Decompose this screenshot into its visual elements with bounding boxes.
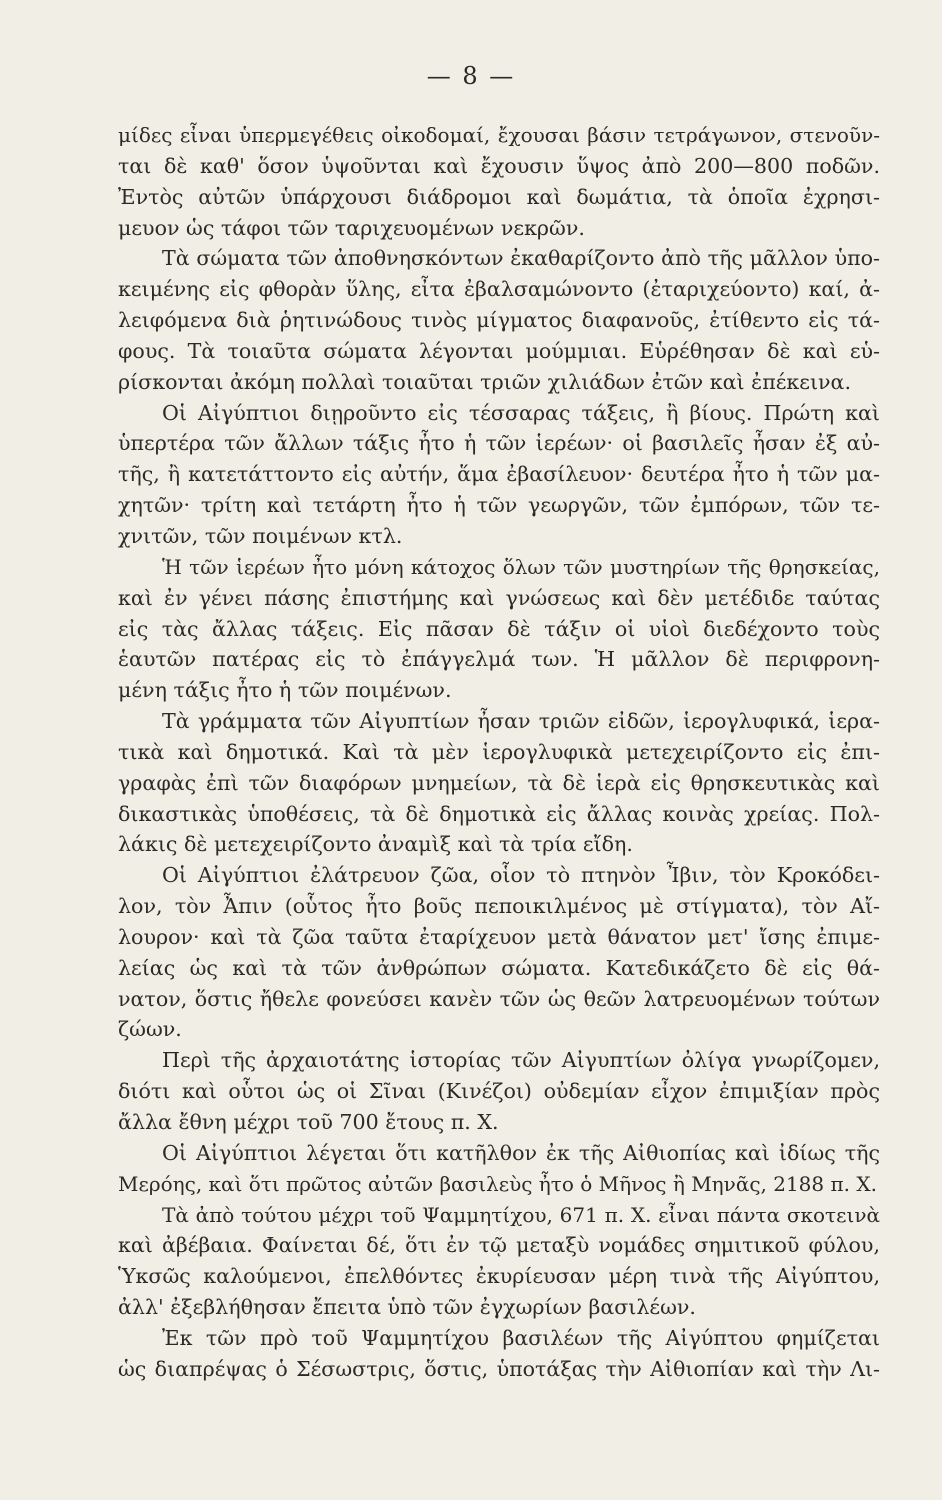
text-line: Ἐκ τῶν πρὸ τοῦ Ψαμμητίχου βασιλέων τῆς Αἰγύπτου φημίζεται bbox=[162, 1325, 880, 1350]
text-line: λουρον· καὶ τὰ ζῶα ταῦτα ἐταρίχευον μετὰ θάνατον μετ' ἴσης ἐπιμε- bbox=[118, 924, 880, 949]
text-line: ζώων. bbox=[118, 1017, 182, 1042]
text-line: νατον, ὅστις ἤθελε φονεύσει κανὲν τῶν ὡς θεῶν λατρευομένων τούτων bbox=[118, 986, 880, 1011]
text-line: Τὰ σώματα τῶν ἀποθνησκόντων ἐκαθαρίζοντο ἀπὸ τῆς μᾶλλον ὑπο- bbox=[162, 246, 880, 271]
text-line: ἀλλ' ἐξεβλήθησαν ἔπειτα ὑπὸ τῶν ἐγχωρίων βασιλέων. bbox=[118, 1295, 696, 1320]
text-line: ὡς διαπρέψας ὁ Σέσωστρις, ὅστις, ὑποτάξας τὴν Αἰθιοπίαν καὶ τὴν Λι- bbox=[118, 1356, 880, 1381]
text-line: μευον ὡς τάφοι τῶν ταριχευομένων νεκρῶν. bbox=[118, 215, 585, 240]
text-line: λείας ὡς καὶ τὰ τῶν ἀνθρώπων σώματα. Κατεδικάζετο δὲ εἰς θά- bbox=[118, 955, 880, 980]
text-line: χνιτῶν, τῶν ποιμένων κτλ. bbox=[118, 523, 403, 548]
text-line: Οἱ Αἰγύπτιοι ἐλάτρευον ζῶα, οἷον τὸ πτηνὸν Ἶβιν, τὸν Κροκόδει- bbox=[162, 863, 880, 888]
text-line: ὑπερτέρα τῶν ἄλλων τάξις ἦτο ἡ τῶν ἱερέων· οἱ βασιλεῖς ἦσαν ἐξ αὐ- bbox=[118, 431, 880, 456]
text-line: Περὶ τῆς ἀρχαιοτάτης ἱστορίας τῶν Αἰγυπτίων ὀλίγα γνωρίζομεν, bbox=[162, 1048, 880, 1073]
text-line: χητῶν· τρίτη καὶ τετάρτη ἦτο ἡ τῶν γεωργῶν, τῶν ἐμπόρων, τῶν τε- bbox=[118, 493, 880, 518]
page-number: — 8 — bbox=[426, 62, 516, 90]
text-line: μίδες εἶναι ὑπερμεγέθεις οἰκοδομαί, ἔχουσαι βάσιν τετράγωνον, στενοῦν- bbox=[118, 123, 880, 147]
text-line: ἑαυτῶν πατέρας εἰς τὸ ἐπάγγελμά των. Ἡ μᾶλλον δὲ περιφρονη- bbox=[118, 647, 880, 672]
text-line: τικὰ καὶ δημοτικά. Καὶ τὰ μὲν ἱερογλυφικὰ μετεχειρίζοντο εἰς ἐπι- bbox=[118, 739, 880, 764]
text-line: Ἡ τῶν ἱερέων ἦτο μόνη κάτοχος ὅλων τῶν μυστηρίων τῆς θρησκείας, bbox=[162, 554, 880, 579]
text-line: φους. Τὰ τοιαῦτα σώματα λέγονται μούμμιαι. Εὑρέθησαν δὲ καὶ εὑ- bbox=[118, 338, 880, 363]
text-line: κειμένης εἰς φθορὰν ὕλης, εἶτα ἐβαλσαμώνοντο (ἐταριχεύοντο) καί, ἀ- bbox=[118, 277, 880, 302]
text-line: δικαστικὰς ὑποθέσεις, τὰ δὲ δημοτικὰ εἰς ἄλλας κοινὰς χρείας. Πολ- bbox=[118, 801, 880, 826]
text-line: λειφόμενα διὰ ῥητινώδους τινὸς μίγματος διαφανοῦς, ἐτίθεντο εἰς τά- bbox=[118, 308, 880, 333]
text-line: γραφὰς ἐπὶ τῶν διαφόρων μνημείων, τὰ δὲ ἱερὰ εἰς θρησκευτικὰς καὶ bbox=[118, 770, 880, 795]
text-line: καὶ ἐν γένει πάσης ἐπιστήμης καὶ γνώσεως καὶ δὲν μετέδιδε ταύτας bbox=[118, 585, 880, 610]
text-line: διότι καὶ οὗτοι ὡς οἱ Σῖναι (Κινέζοι) οὐδεμίαν εἶχον ἐπιμιξίαν πρὸς bbox=[118, 1079, 880, 1104]
text-line: Τὰ ἀπὸ τούτου μέχρι τοῦ Ψαμμητίχου, 671 π. Χ. εἶναι πάντα σκοτεινὰ bbox=[162, 1202, 880, 1227]
text-line: ἄλλα ἔθνη μέχρι τοῦ 700 ἔτους π. Χ. bbox=[118, 1110, 499, 1134]
text-line: ρίσκονται ἀκόμη πολλαὶ τοιαῦται τριῶν χιλιάδων ἐτῶν καὶ ἐπέκεινα. bbox=[118, 369, 851, 394]
text-line: Ἐντὸς αὐτῶν ὑπάρχουσι διάδρομοι καὶ δωμάτια, τὰ ὁποῖα ἐχρησι- bbox=[118, 184, 880, 209]
text-line: Οἱ Αἰγύπτιοι λέγεται ὅτι κατῆλθον ἐκ τῆς Αἰθιοπίας καὶ ἰδίως τῆς bbox=[162, 1140, 880, 1165]
text-line: καὶ ἀβέβαια. Φαίνεται δέ, ὅτι ἐν τῷ μεταξὺ νομάδες σημιτικοῦ φύλου, bbox=[118, 1233, 880, 1258]
text-line: ται δὲ καθ' ὅσον ὑψοῦνται καὶ ἔχουσιν ὕψος ἀπὸ 200—800 ποδῶν. bbox=[118, 153, 880, 178]
text-line: λάκις δὲ μετεχειρίζοντο ἀναμὶξ καὶ τὰ τρία εἴδη. bbox=[118, 832, 633, 857]
text-line: μένη τάξις ἦτο ἡ τῶν ποιμένων. bbox=[118, 678, 452, 703]
text-line: Τὰ γράμματα τῶν Αἰγυπτίων ἦσαν τριῶν εἰδῶν, ἱερογλυφικά, ἱερα- bbox=[162, 709, 880, 734]
body-text bbox=[118, 120, 880, 1385]
text-line: λον, τὸν Ἆπιν (οὗτος ἦτο βοῦς πεποικιλμένος μὲ στίγματα), τὸν Αἴ- bbox=[118, 894, 880, 919]
text-line: Οἱ Αἰγύπτιοι διῃροῦντο εἰς τέσσαρας τάξεις, ἢ βίους. Πρώτη καὶ bbox=[162, 400, 880, 425]
text-line: Ὑκσῶς καλούμενοι, ἐπελθόντες ἐκυρίευσαν μέρη τινὰ τῆς Αἰγύπτου, bbox=[118, 1264, 880, 1289]
text-line: εἰς τὰς ἄλλας τάξεις. Εἰς πᾶσαν δὲ τάξιν οἱ υἱοὶ διεδέχοντο τοὺς bbox=[118, 616, 880, 641]
text-line: Μερόης, καὶ ὅτι πρῶτος αὐτῶν βασιλεὺς ἦτο ὁ Μῆνος ἢ Μηνᾶς, 2188 π. Χ. bbox=[118, 1171, 877, 1196]
text-line: τῆς, ἢ κατετάττοντο εἰς αὐτήν, ἅμα ἐβασίλευον· δευτέρα ἦτο ἡ τῶν μα- bbox=[118, 462, 880, 487]
